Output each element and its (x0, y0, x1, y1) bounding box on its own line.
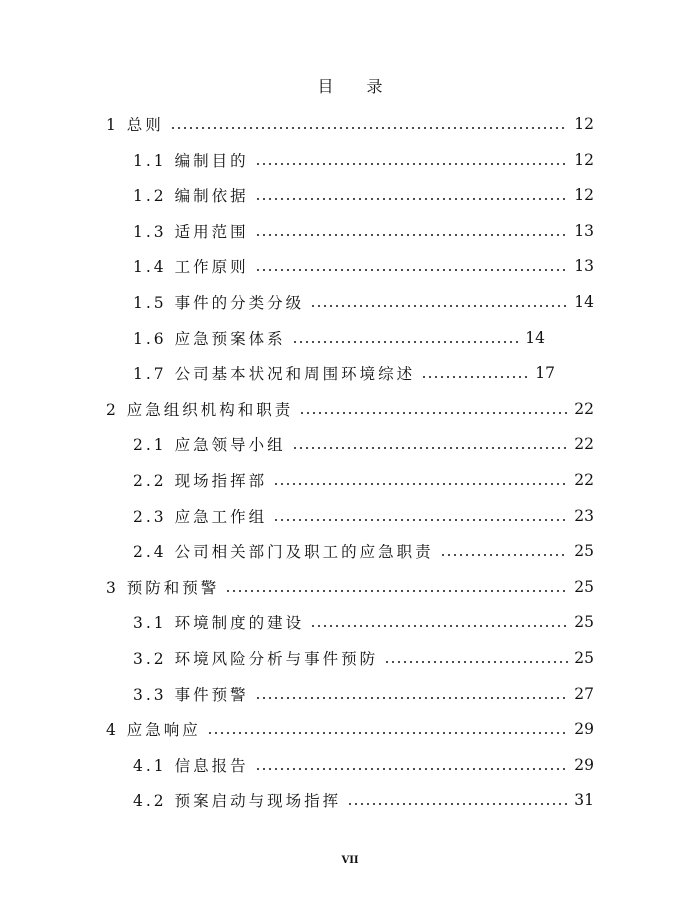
toc-entry-page: 25 (574, 577, 594, 596)
toc-entry[interactable] (133, 179, 594, 211)
toc-entry-page: 13 (574, 221, 594, 240)
toc-entry[interactable] (106, 108, 594, 140)
toc-entry-label: 1.5 事件的分类分级 (133, 294, 305, 312)
toc-dot-leader (170, 127, 568, 129)
toc-entry-label: 2.3 应急工作组 (133, 507, 268, 526)
toc-entry-label: 1.6 应急预案体系 (133, 329, 286, 348)
toc-dot-leader (255, 234, 569, 236)
toc-entry-label: 2.4 公司相关部门及职工的应急职责 (133, 543, 434, 562)
toc-entry-label: 1 总则 (106, 116, 164, 134)
toc-entry-page: 14 (525, 328, 545, 347)
toc-entry[interactable] (133, 428, 594, 460)
toc-entry[interactable] (133, 784, 594, 816)
toc-entry[interactable] (133, 357, 555, 389)
toc-entry-label: 1.1 编制目的 (133, 151, 249, 170)
toc-dot-leader (273, 519, 568, 521)
toc-entry-label: 4.1 信息报告 (133, 756, 249, 775)
toc-entry[interactable] (133, 500, 594, 532)
toc-title: 目 录 (317, 77, 397, 96)
toc-entry-label: 4.2 预案启动与现场指挥 (133, 792, 342, 811)
toc-entry-label: 2.1 应急领导小组 (133, 436, 286, 455)
toc-entry-label: 1.4 工作原则 (133, 258, 249, 277)
toc-entry[interactable] (133, 144, 594, 176)
toc-entry[interactable] (133, 286, 594, 318)
toc-dot-leader (384, 661, 568, 663)
toc-dot-leader (255, 163, 569, 165)
toc-dot-leader (255, 198, 569, 200)
page-number-footer: VII (341, 855, 359, 866)
toc-dot-leader (255, 269, 569, 271)
toc-entry-page: 12 (574, 150, 594, 169)
toc-entry[interactable] (106, 713, 594, 745)
toc-dot-leader (255, 697, 569, 699)
toc-entry-page: 22 (574, 399, 594, 418)
toc-dot-leader (347, 803, 568, 805)
toc-dot-leader (207, 732, 568, 734)
toc-entry-label: 4 应急响应 (106, 721, 201, 740)
toc-entry-page: 23 (574, 506, 594, 525)
toc-entry[interactable] (133, 535, 594, 567)
toc-dot-leader (225, 590, 568, 592)
toc-entry[interactable] (106, 571, 594, 603)
toc-entry-page: 22 (574, 471, 594, 489)
toc-entry-label: 3 预防和预警 (106, 578, 220, 597)
toc-entry[interactable] (133, 642, 594, 674)
toc-entry-page: 25 (574, 649, 594, 667)
toc-entry[interactable] (133, 678, 594, 710)
toc-entry[interactable] (133, 606, 594, 638)
toc-dot-leader (292, 447, 569, 449)
toc-dot-leader (292, 341, 520, 343)
toc-entry-label: 3.2 环境风险分析与事件预防 (133, 650, 379, 668)
toc-entry-label: 3.1 环境制度的建设 (133, 614, 305, 633)
toc-entry-page: 14 (574, 293, 594, 311)
toc-entry-page: 12 (574, 186, 594, 205)
toc-entry-page: 27 (574, 684, 594, 703)
toc-entry-label: 1.2 编制依据 (133, 187, 249, 206)
toc-entry-label: 1.7 公司基本状况和周围环境综述 (133, 365, 416, 384)
toc-entry-page: 17 (535, 364, 555, 383)
toc-entry-page: 31 (574, 791, 594, 810)
toc-entry-page: 12 (574, 115, 594, 133)
toc-entry-page: 13 (574, 257, 594, 276)
toc-entry[interactable] (133, 464, 594, 496)
toc-entry-page: 25 (574, 542, 594, 561)
toc-entry[interactable] (133, 215, 594, 247)
toc-dot-leader (273, 483, 568, 485)
toc-dot-leader (440, 554, 569, 556)
toc-entry-label: 2 应急组织机构和职责 (106, 400, 294, 419)
toc-dot-leader (421, 376, 529, 378)
toc-entry-label: 2.2 现场指挥部 (133, 472, 268, 490)
toc-dot-leader (299, 412, 568, 414)
toc-entry[interactable] (133, 250, 594, 282)
toc-dot-leader (310, 305, 568, 307)
toc-dot-leader (310, 625, 568, 627)
toc-entry-label: 1.3 适用范围 (133, 222, 249, 241)
toc-dot-leader (255, 768, 569, 770)
toc-entry-page: 29 (574, 720, 594, 739)
toc-entry[interactable] (133, 749, 594, 781)
toc-entry[interactable] (106, 393, 594, 425)
toc-entry-label: 3.3 事件预警 (133, 685, 249, 704)
toc-entry[interactable] (133, 322, 545, 354)
toc-entry-page: 29 (574, 755, 594, 774)
toc-entry-page: 22 (574, 435, 594, 454)
toc-entry-page: 25 (574, 613, 594, 632)
